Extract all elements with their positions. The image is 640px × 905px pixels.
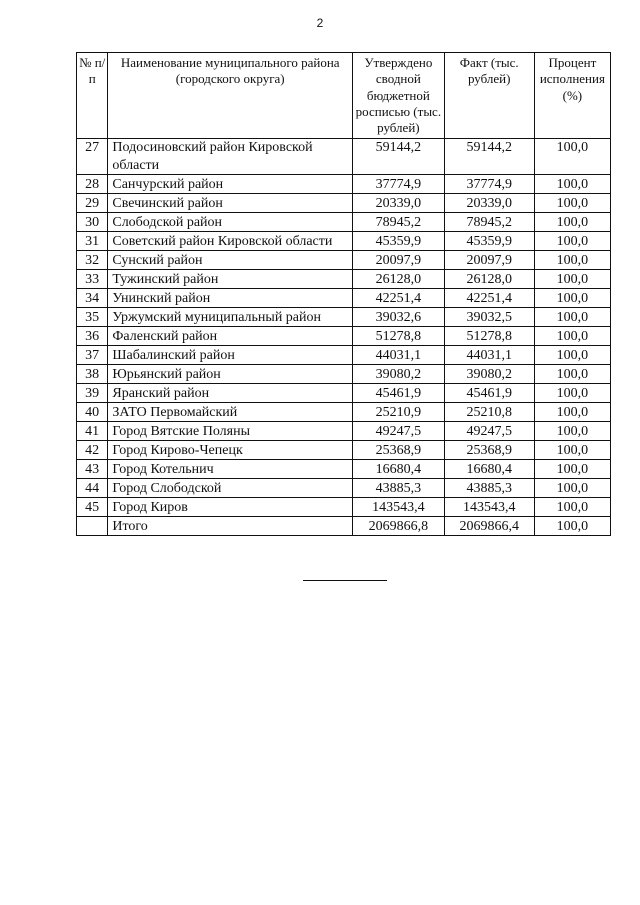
table-row [77, 232, 611, 251]
row-name: Город Слободской [108, 479, 353, 498]
row-percent: 100,0 [534, 139, 610, 175]
row-fact: 43885,3 [444, 479, 534, 498]
row-approved: 37774,9 [353, 175, 445, 194]
row-fact: 44031,1 [444, 346, 534, 365]
row-fact: 26128,0 [444, 270, 534, 289]
row-approved: 25210,9 [353, 403, 445, 422]
table-row [77, 346, 611, 365]
row-num: 30 [77, 213, 108, 232]
row-approved: 51278,8 [353, 327, 445, 346]
row-approved: 42251,4 [353, 289, 445, 308]
table-row [77, 251, 611, 270]
table-row [77, 327, 611, 346]
row-approved: 20339,0 [353, 194, 445, 213]
header-num: № п/п [77, 53, 108, 139]
row-fact: 78945,2 [444, 213, 534, 232]
row-name: Юрьянский район [108, 365, 353, 384]
end-separator-line [303, 580, 387, 581]
row-name: Свечинский район [108, 194, 353, 213]
row-approved: 16680,4 [353, 460, 445, 479]
row-num: 36 [77, 327, 108, 346]
row-name: Тужинский район [108, 270, 353, 289]
table-row [77, 308, 611, 327]
row-percent: 100,0 [534, 175, 610, 194]
header-name: Наименование муниципального района (городского округа) [108, 53, 353, 139]
row-name: Унинский район [108, 289, 353, 308]
row-approved: 45359,9 [353, 232, 445, 251]
row-name: Сунский район [108, 251, 353, 270]
table-row [77, 213, 611, 232]
table-row [77, 175, 611, 194]
page-number: 2 [316, 16, 324, 30]
row-num: 31 [77, 232, 108, 251]
row-num: 43 [77, 460, 108, 479]
row-percent: 100,0 [534, 194, 610, 213]
row-num: 32 [77, 251, 108, 270]
row-name: Уржумский муниципальный район [108, 308, 353, 327]
row-num: 39 [77, 384, 108, 403]
row-approved: 143543,4 [353, 498, 445, 517]
row-name: Город Кирово-Чепецк [108, 441, 353, 460]
row-fact: 25210,8 [444, 403, 534, 422]
row-fact: 51278,8 [444, 327, 534, 346]
row-percent: 100,0 [534, 346, 610, 365]
row-percent: 100,0 [534, 270, 610, 289]
row-percent: 100,0 [534, 365, 610, 384]
row-fact: 20097,9 [444, 251, 534, 270]
row-approved: 39032,6 [353, 308, 445, 327]
row-num: 40 [77, 403, 108, 422]
table-row [77, 365, 611, 384]
row-fact: 59144,2 [444, 139, 534, 175]
row-name: Подосиновский район Кировской области [108, 139, 353, 175]
row-num: 44 [77, 479, 108, 498]
row-approved: 26128,0 [353, 270, 445, 289]
row-fact: 42251,4 [444, 289, 534, 308]
row-fact: 49247,5 [444, 422, 534, 441]
row-percent: 100,0 [534, 327, 610, 346]
total-percent: 100,0 [534, 517, 610, 536]
table-header-row [77, 53, 611, 139]
row-num: 35 [77, 308, 108, 327]
row-name: Шабалинский район [108, 346, 353, 365]
table-row [77, 194, 611, 213]
total-approved: 2069866,8 [353, 517, 445, 536]
row-num: 42 [77, 441, 108, 460]
row-fact: 16680,4 [444, 460, 534, 479]
row-num: 45 [77, 498, 108, 517]
row-name: Город Киров [108, 498, 353, 517]
table-row [77, 270, 611, 289]
row-approved: 44031,1 [353, 346, 445, 365]
row-percent: 100,0 [534, 498, 610, 517]
row-fact: 39080,2 [444, 365, 534, 384]
header-approved: Утверждено сводной бюджетной росписью (тыс. рублей) [353, 53, 445, 139]
row-percent: 100,0 [534, 460, 610, 479]
row-name: Слободской район [108, 213, 353, 232]
row-name: Город Вятские Поляны [108, 422, 353, 441]
row-fact: 25368,9 [444, 441, 534, 460]
budget-table [76, 52, 611, 536]
row-approved: 78945,2 [353, 213, 445, 232]
row-approved: 25368,9 [353, 441, 445, 460]
row-name: Город Котельнич [108, 460, 353, 479]
row-fact: 45461,9 [444, 384, 534, 403]
row-approved: 59144,2 [353, 139, 445, 175]
row-percent: 100,0 [534, 289, 610, 308]
table-row [77, 289, 611, 308]
row-fact: 37774,9 [444, 175, 534, 194]
row-num: 38 [77, 365, 108, 384]
row-name: Советский район Кировской области [108, 232, 353, 251]
table-row [77, 384, 611, 403]
row-percent: 100,0 [534, 384, 610, 403]
row-num: 27 [77, 139, 108, 175]
total-label: Итого [108, 517, 353, 536]
total-fact: 2069866,4 [444, 517, 534, 536]
table-row [77, 422, 611, 441]
row-num: 29 [77, 194, 108, 213]
row-fact: 143543,4 [444, 498, 534, 517]
row-percent: 100,0 [534, 232, 610, 251]
row-approved: 43885,3 [353, 479, 445, 498]
row-name: Яранский район [108, 384, 353, 403]
total-row [77, 517, 611, 536]
row-name: Санчурский район [108, 175, 353, 194]
header-fact: Факт (тыс. рублей) [444, 53, 534, 139]
row-name: Фаленский район [108, 327, 353, 346]
table-row [77, 403, 611, 422]
row-num: 41 [77, 422, 108, 441]
row-fact: 39032,5 [444, 308, 534, 327]
row-percent: 100,0 [534, 308, 610, 327]
row-num: 28 [77, 175, 108, 194]
row-num: 33 [77, 270, 108, 289]
total-num-cell [77, 517, 108, 536]
row-num: 37 [77, 346, 108, 365]
table-row [77, 139, 611, 175]
table-body [77, 139, 611, 517]
row-name: ЗАТО Первомайский [108, 403, 353, 422]
row-approved: 20097,9 [353, 251, 445, 270]
row-percent: 100,0 [534, 213, 610, 232]
row-approved: 45461,9 [353, 384, 445, 403]
row-percent: 100,0 [534, 479, 610, 498]
row-percent: 100,0 [534, 251, 610, 270]
row-percent: 100,0 [534, 422, 610, 441]
table-row [77, 460, 611, 479]
table-row [77, 441, 611, 460]
row-percent: 100,0 [534, 441, 610, 460]
row-fact: 45359,9 [444, 232, 534, 251]
row-percent: 100,0 [534, 403, 610, 422]
header-percent: Процент исполнения (%) [534, 53, 610, 139]
row-approved: 39080,2 [353, 365, 445, 384]
row-approved: 49247,5 [353, 422, 445, 441]
table-row [77, 479, 611, 498]
row-num: 34 [77, 289, 108, 308]
table-row [77, 498, 611, 517]
row-fact: 20339,0 [444, 194, 534, 213]
